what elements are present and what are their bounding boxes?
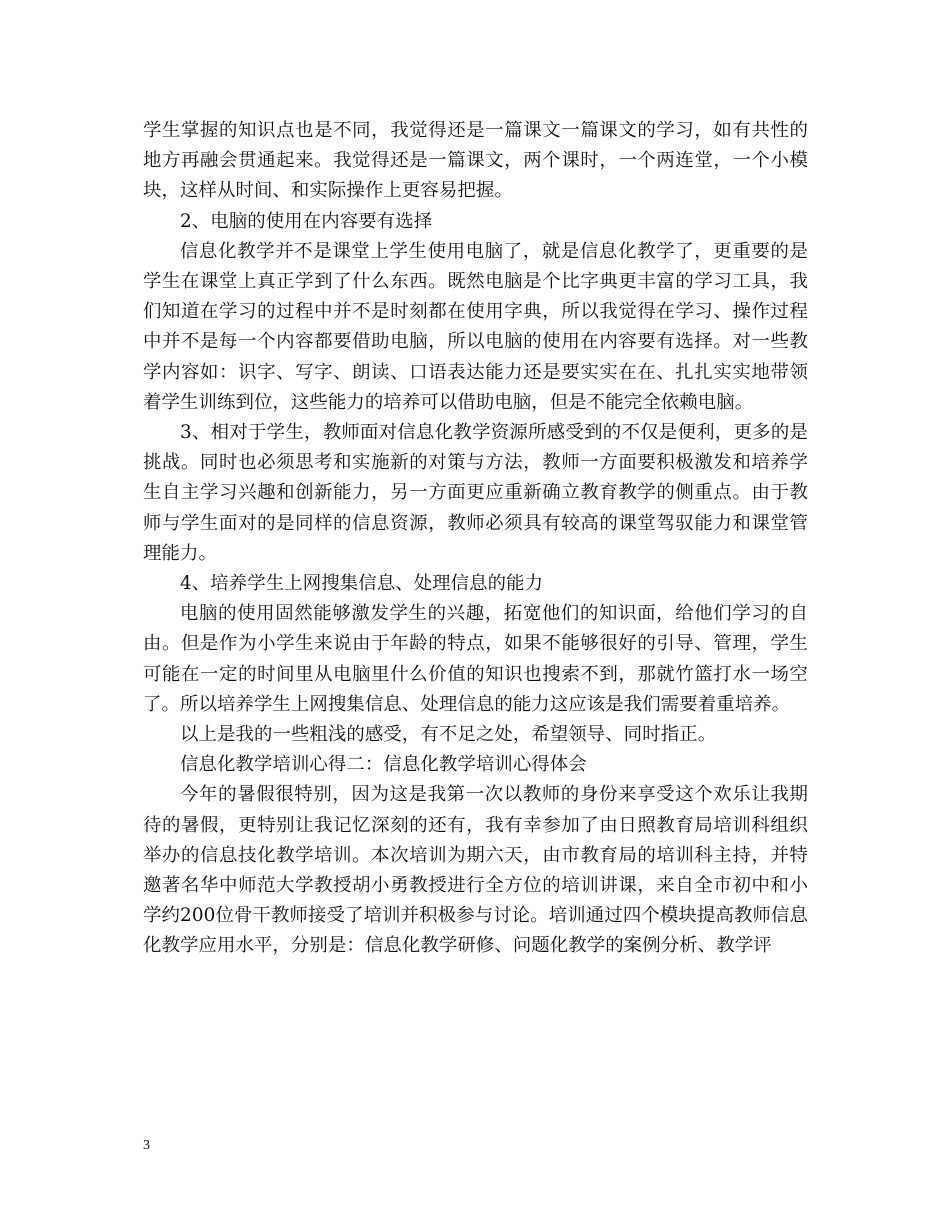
paragraph-6: 电脑的使用固然能够激发学生的兴趣，拓宽他们的知识面，给他们学习的自由。但是作为小学生来说由于年龄的特点，如果不能够很好的引导、管理，学生可能在一定的时间里从电脑里什么价值的知识也搜索不到，那就竹篮打水一场空了。所以培养学生上网搜集信息、处理信息的能力这应该是我们需要着重培养。 (143, 603, 808, 715)
paragraph-4: 3、相对于学生，教师面对信息化教学资源所感受到的不仅是便利，更多的是挑战。同时也必须思考和实施新的对策与方法，教师一方面要积极激发和培养学生自主学习兴趣和创新能力，另一方面更应重新确立教育教学的侧重点。由于教师与学生面对的是同样的信息资源，教师必须具有较高的课堂驾驭能力和课堂管理能力。 (143, 422, 808, 564)
document-body (143, 116, 808, 962)
paragraph-2-heading: 2、电脑的使用在内容要有选择 (180, 210, 433, 232)
paragraph-5-heading: 4、培养学生上网搜集信息、处理信息的能力 (180, 573, 544, 595)
paragraph-3: 信息化教学并不是课堂上学生使用电脑了，就是信息化教学了，更重要的是学生在课堂上真正学到了什么东西。既然电脑是个比字典更丰富的学习工具，我们知道在学习的过程中并不是时刻都在使用字典，所以我觉得在学习、操作过程中并不是每一个内容都要借助电脑，所以电脑的使用在内容要有选择。对一些教学内容如：识字、写字、朗读、口语表达能力还是要实实在在、扎扎实实地带领着学生训练到位，这些能力的培养可以借助电脑，但是不能完全依赖电脑。 (143, 240, 808, 413)
paragraph-9: 今年的暑假很特别，因为这是我第一次以教师的身份来享受这个欢乐让我期待的暑假，更特别让我记忆深刻的还有，我有幸参加了由日照教育局培训科组织举办的信息技化教学培训。本次培训为期六天，由市教育局的培训科主持，并特邀著名华中师范大学教授胡小勇教授进行全方位的培训讲课，来自全市初中和小学约200位骨干教师接受了培训并积极参与讨论。培训通过四个模块提高教师信息化教学应用水平，分别是：信息化教学研修、问题化教学的案例分析、教学评 (143, 784, 808, 957)
page-number: 3 (143, 1138, 150, 1153)
paragraph-8-section-title: 信息化教学培训心得二：信息化教学培训心得体会 (180, 754, 587, 776)
paragraph-1: 学生掌握的知识点也是不同，我觉得还是一篇课文一篇课文的学习，如有共性的地方再融会贯通起来。我觉得还是一篇课文，两个课时，一个两连堂，一个小模块，这样从时间、和实际操作上更容易把握。 (143, 120, 808, 202)
paragraph-7: 以上是我的一些粗浅的感受，有不足之处，希望领导、同时指正。 (180, 724, 717, 746)
